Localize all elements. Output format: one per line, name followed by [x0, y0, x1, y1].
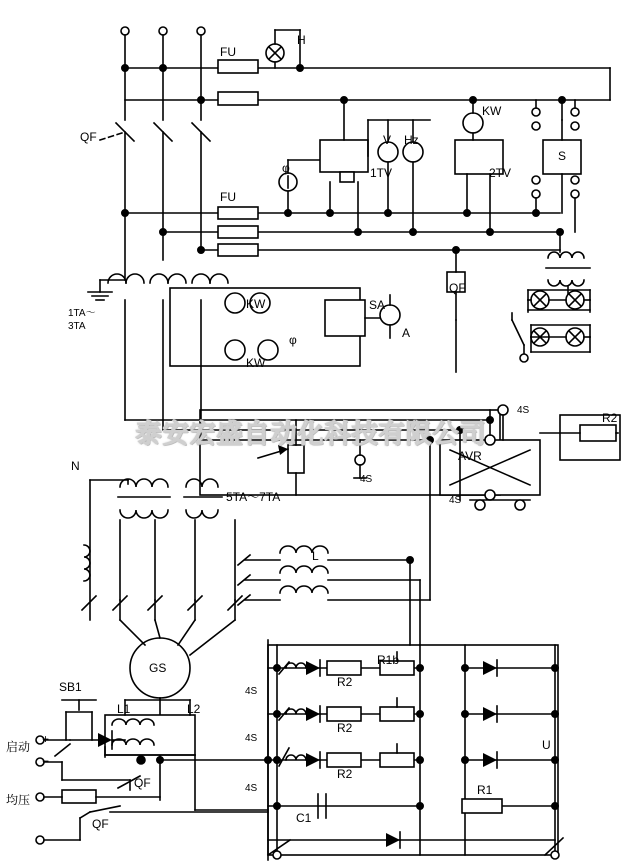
- label-r2-row2: R2: [337, 721, 353, 735]
- label-qf1: QF: [80, 130, 97, 144]
- label-phi-1: φ: [282, 161, 290, 175]
- label-4s-c: 4S: [449, 495, 462, 506]
- label-h: H: [297, 33, 306, 47]
- label-sa: SA: [369, 298, 386, 312]
- label-avr: AVR: [458, 449, 482, 463]
- label-l: L: [312, 549, 319, 563]
- label-4s-a: 4S: [517, 405, 530, 416]
- label-c1: C1: [296, 811, 312, 825]
- label-2tv: 2TV: [489, 166, 512, 180]
- label-s: S: [558, 149, 567, 163]
- label-qf-4: QF: [92, 817, 109, 831]
- label-u: U: [542, 738, 551, 752]
- label-plus: +: [42, 732, 50, 746]
- label-a: A: [402, 326, 411, 340]
- label-r2-row3: R2: [337, 767, 353, 781]
- label-n: N: [71, 459, 80, 473]
- label-qf-2: QF: [449, 281, 466, 295]
- label-equalize: 均压: [6, 793, 31, 807]
- label-1tv: 1TV: [370, 166, 393, 180]
- label-r1b: R1b: [377, 653, 400, 667]
- label-l1: L1: [117, 702, 131, 716]
- watermark: 泰安宏盛自动化科技有限公司: [135, 419, 487, 450]
- label-gs: GS: [149, 661, 167, 675]
- label-qf-3: QF: [134, 776, 151, 790]
- label-l2: L2: [187, 702, 201, 716]
- label-start: 启动: [6, 740, 31, 754]
- label-5ta-7ta: 5TA～7TA: [226, 490, 281, 504]
- label-4s-row2: 4S: [245, 733, 258, 744]
- label-r2-right: R2: [602, 411, 618, 425]
- label-1ta-3ta: 1TA～ 3TA: [68, 308, 96, 332]
- label-fu2: FU: [220, 190, 236, 204]
- label-hz: Hz: [404, 133, 419, 147]
- label-r2-row1: R2: [337, 675, 353, 689]
- label-fu1: FU: [220, 45, 236, 59]
- label-kw-3: KW: [246, 356, 266, 370]
- label-minus: −: [42, 754, 50, 768]
- label-sb1: SB1: [59, 680, 82, 694]
- label-kw-top: KW: [482, 104, 502, 118]
- label-4s-row3: 4S: [245, 783, 258, 794]
- label-4s-b: 4S: [360, 474, 373, 485]
- label-r1: R1: [477, 783, 493, 797]
- label-kw-2: KW: [246, 297, 266, 311]
- label-v: V: [383, 133, 392, 147]
- label-phi-2: φ: [289, 333, 297, 347]
- label-4s-row1: 4S: [245, 686, 258, 697]
